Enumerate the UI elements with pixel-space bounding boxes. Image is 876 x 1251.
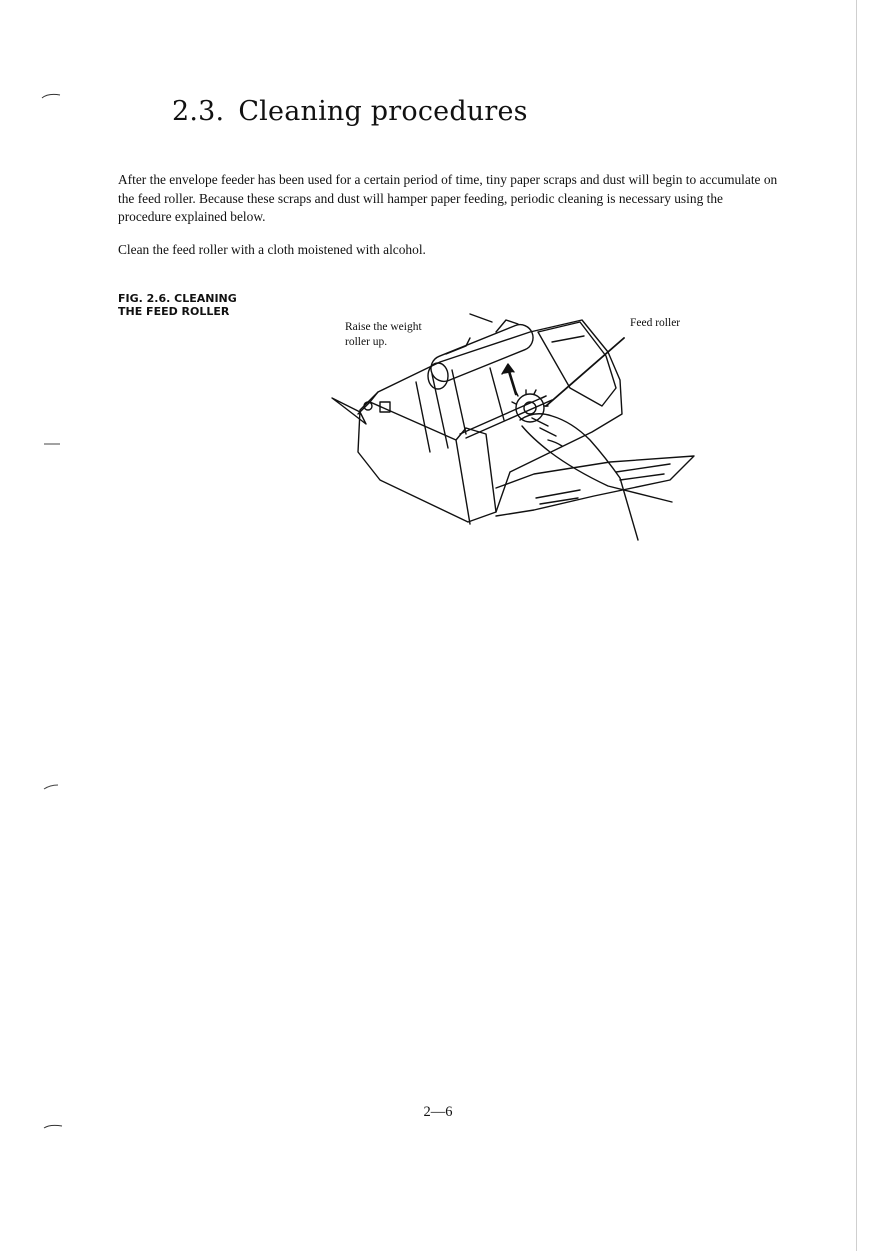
- figure-caption-line: FIG. 2.6. CLEANING: [118, 292, 237, 305]
- section-title: Cleaning procedures: [238, 96, 528, 127]
- section-number: 2.3.: [172, 96, 225, 127]
- margin-mark: [40, 783, 64, 791]
- callout-line: roller up.: [345, 336, 388, 348]
- section-heading: [172, 96, 528, 127]
- callout-line: Raise the weight: [345, 321, 422, 333]
- figure-caption: [118, 293, 268, 318]
- margin-mark: [40, 1122, 64, 1130]
- body-paragraph: Clean the feed roller with a cloth moistened with alcohol.: [118, 242, 426, 257]
- figure-caption-line: THE FEED ROLLER: [118, 304, 230, 318]
- page-number: 2—6: [423, 1104, 453, 1120]
- margin-mark: [40, 92, 64, 100]
- margin-mark: [40, 440, 64, 448]
- callout-feed-roller: Feed roller: [630, 317, 681, 329]
- page-edge-line: [856, 0, 857, 1251]
- callout-raise-weight: [345, 320, 455, 350]
- body-paragraph: After the envelope feeder has been used for a certain period of time, tiny paper scraps and dust will begin to accumulate on the feed roller. Because these scraps and dust will hamper paper feeding, periodic cleaning is necessary using the procedure explained below.: [118, 172, 778, 224]
